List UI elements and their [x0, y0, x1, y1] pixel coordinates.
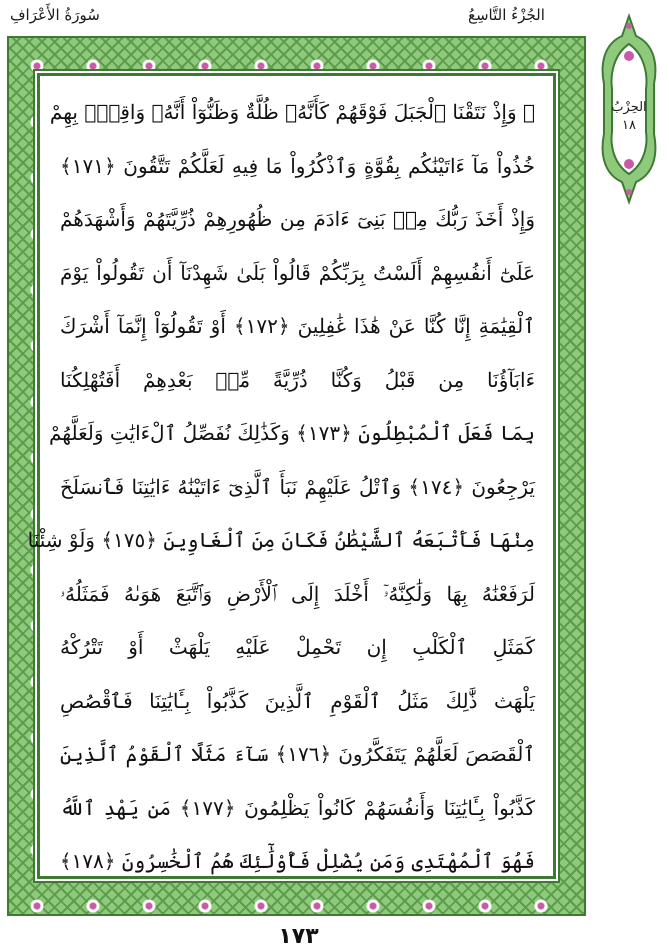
- verse-line: ۞ وَإِذْ نَتَقْنَا ٱلْجَبَلَ فَوْقَهُمْ كَأَنَّهُۥ ظُلَّةٌ وَظَنُّوٓاْ أَنَّهُۥ وَاقِعٌۢ بِهِمْ: [49, 100, 535, 124]
- verse-line: عَلَىٰٓ أَنفُسِهِمْ أَلَسْتُ بِرَبِّكُمْ قَالُواْ بَلَىٰ شَهِدْنَآ أَن تَقُولُواْ يَوْمَ: [60, 260, 535, 285]
- verse-line: يَرْجِعُونَ ﴿١٧٤﴾ وَٱتْلُ عَلَيْهِمْ نَبَأَ ٱلَّذِىٓ ءَاتَيْنَٰهُ ءَايَٰتِنَا فَٱنسَلَخَ: [60, 474, 535, 499]
- verse-line: ءَابَآؤُنَا مِن قَبْلُ وَكُنَّا ذُرِّيَّةً مِّنۢ بَعْدِهِمْ أَفَتُهْلِكُنَا: [60, 367, 535, 392]
- verse-line: ٱلْقِيَٰمَةِ إِنَّا كُنَّا عَنْ هَٰذَا غَٰفِلِينَ ﴿١٧٢﴾ أَوْ تَقُولُوٓاْ إِنَّمَآ أَشْرَكَ: [60, 314, 535, 338]
- verse-line: فَهُوَ ٱلْمُهْتَدِى وَمَن يُضْلِلْ فَأُوْلَٰٓئِكَ هُمُ ٱلْخَٰسِرُونَ ﴿١٧٨﴾: [59, 849, 535, 873]
- surah-header: سُورَةُ الأَعْرَافِ: [10, 6, 100, 24]
- hizb-medallion: [596, 14, 662, 204]
- page-number: ١٧٣: [278, 924, 319, 949]
- verse-line: لَرَفَعْنَٰهُ بِهَا وَلَٰكِنَّهُۥٓ أَخْلَدَ إِلَى ٱلْأَرْضِ وَٱتَّبَعَ هَوَىٰهُ فَمَثَلُهُۥ: [60, 581, 535, 606]
- verse-line: خُذُواْ مَآ ءَاتَيْنَٰكُم بِقُوَّةٍ وَٱذْكُرُواْ مَا فِيهِ لَعَلَّكُمْ تَتَّقُونَ ﴿١٧١﴾: [60, 153, 535, 178]
- hizb-label: الحِزْبُ: [611, 100, 647, 115]
- verse-line: كَذَّبُواْ بِـَٔايَٰتِنَا وَأَنفُسَهُمْ كَانُواْ يَظْلِمُونَ ﴿١٧٧﴾ مَن يَهْدِ ٱللَّهُ: [60, 795, 535, 820]
- verse-line: كَمَثَلِ ٱلْكَلْبِ إِن تَحْمِلْ عَلَيْهِ يَلْهَثْ أَوْ تَتْرُكْهُ: [60, 635, 535, 659]
- verse-block: [27, 86, 536, 889]
- verse-line: ٱلْقَصَصَ لَعَلَّهُمْ يَتَفَكَّرُونَ ﴿١٧٦﴾ سَآءَ مَثَلًا ٱلْقَوْمُ ٱلَّذِينَ: [60, 742, 536, 766]
- hizb-number: ١٨: [622, 118, 636, 133]
- verse-line: وَإِذْ أَخَذَ رَبُّكَ مِنۢ بَنِىٓ ءَادَمَ مِن ظُهُورِهِمْ ذُرِّيَّتَهُمْ وَأَشْهَدَهُمْ: [60, 207, 535, 231]
- juz-header: الجُزْءُ التَّاسِعُ: [468, 6, 545, 24]
- verse-line: مِنْهَا فَأَتْبَعَهُ ٱلشَّيْطَٰنُ فَكَانَ مِنَ ٱلْغَاوِينَ ﴿١٧٥﴾ وَلَوْ شِئْنَا: [27, 528, 535, 552]
- verse-line: بِمَا فَعَلَ ٱلْمُبْطِلُونَ ﴿١٧٣﴾ وَكَذَٰلِكَ نُفَصِّلُ ٱلْءَايَٰتِ وَلَعَلَّهُمْ: [48, 421, 535, 445]
- verse-line: يَلْهَث ذَّٰلِكَ مَثَلُ ٱلْقَوْمِ ٱلَّذِينَ كَذَّبُواْ بِـَٔايَٰتِنَا فَٱقْصُصِ: [60, 688, 535, 713]
